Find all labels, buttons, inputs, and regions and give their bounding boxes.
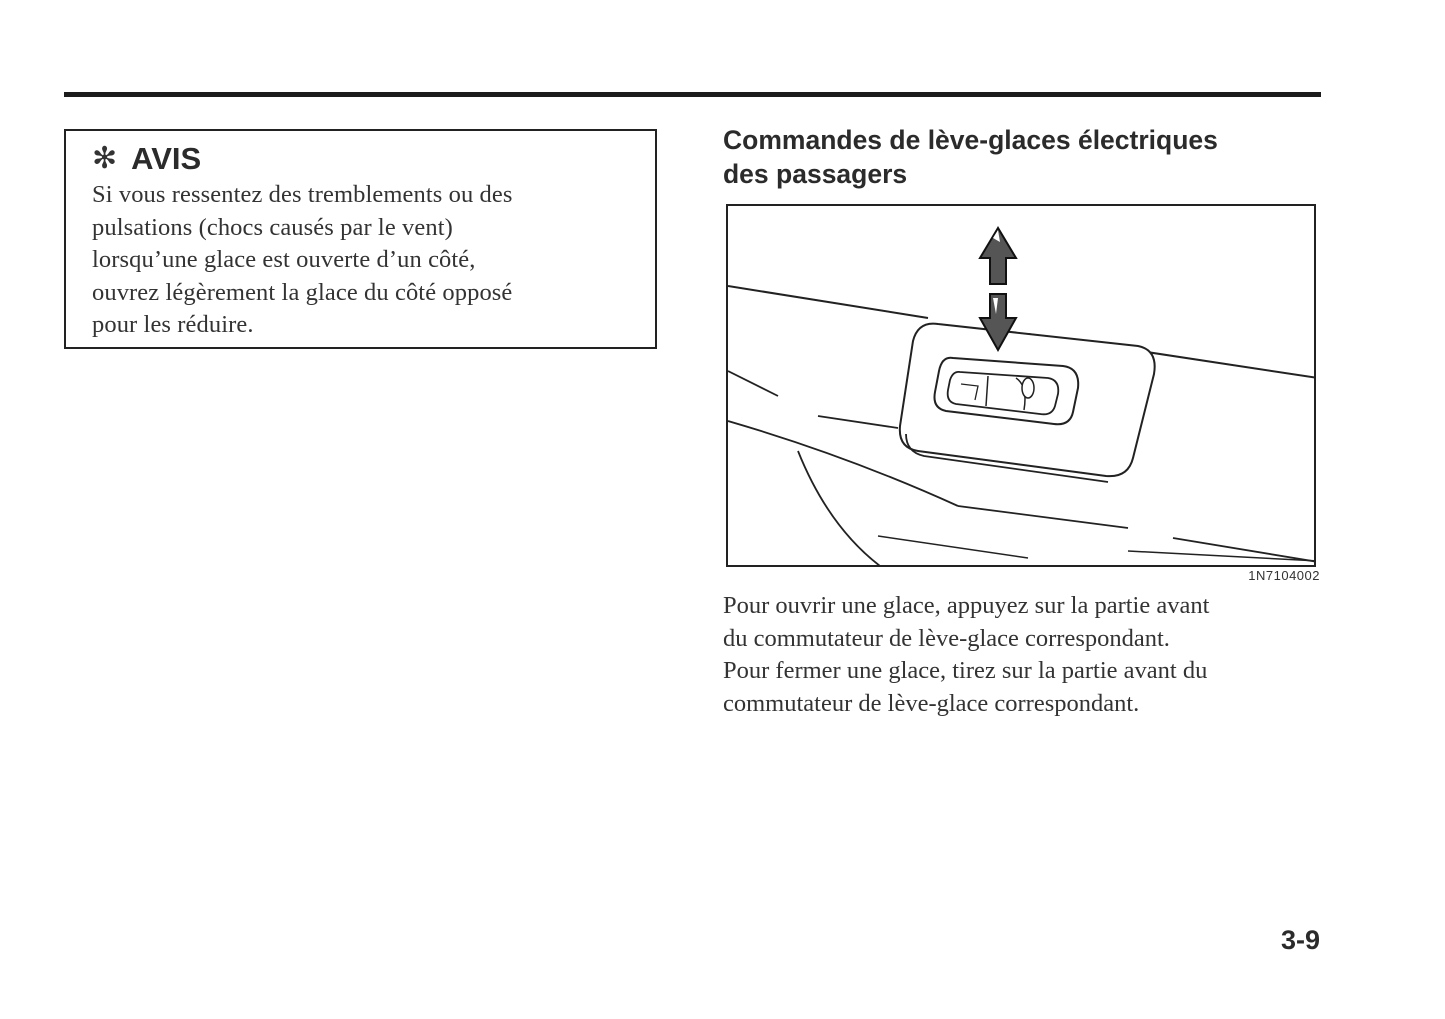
- notice-line: Si vous ressentez des tremblements ou des: [92, 181, 513, 208]
- door-contour: [1173, 538, 1314, 562]
- top-rule: [64, 92, 1321, 97]
- section-heading: [723, 123, 1323, 191]
- notice-text: [92, 179, 635, 342]
- instructions-line: Pour fermer une glace, tirez sur la partie avant du: [723, 657, 1208, 684]
- up-arrow-icon: [980, 228, 1016, 284]
- page-number: 3-9: [1280, 925, 1320, 955]
- door-edge-line: [728, 286, 928, 318]
- notice-line: pulsations (chocs causés par le vent): [92, 213, 453, 241]
- instructions-line: du commutateur de lève-glace correspondant.: [723, 624, 1170, 652]
- instructions-line: commutateur de lève-glace correspondant.: [723, 689, 1140, 717]
- switch-knob: [1022, 378, 1034, 398]
- asterisk-icon: ✻: [92, 142, 118, 175]
- notice-title: AVIS: [131, 141, 202, 176]
- instructions-line: Pour ouvrir une glace, appuyez sur la partie avant: [723, 592, 1210, 619]
- instructions-text: [723, 590, 1323, 720]
- notice-heading: [92, 141, 635, 177]
- window-switch-drawing: [728, 206, 1314, 565]
- window-switch-illustration: [726, 204, 1316, 567]
- section-heading-line: des passagers: [723, 159, 908, 189]
- notice-line: ouvrez légèrement la glace du côté opposé: [92, 278, 513, 306]
- notice-box: [64, 129, 657, 349]
- door-contour: [818, 416, 898, 428]
- section-heading-line: Commandes de lève-glaces électriques: [723, 125, 1218, 155]
- figure-code: 1N7104002: [1248, 568, 1320, 583]
- door-contour: [958, 506, 1128, 528]
- notice-line: lorsqu’une glace est ouverte d’un côté,: [92, 246, 476, 273]
- notice-line: pour les réduire.: [92, 311, 254, 338]
- door-contour: [878, 536, 1028, 558]
- door-contour: [728, 371, 778, 396]
